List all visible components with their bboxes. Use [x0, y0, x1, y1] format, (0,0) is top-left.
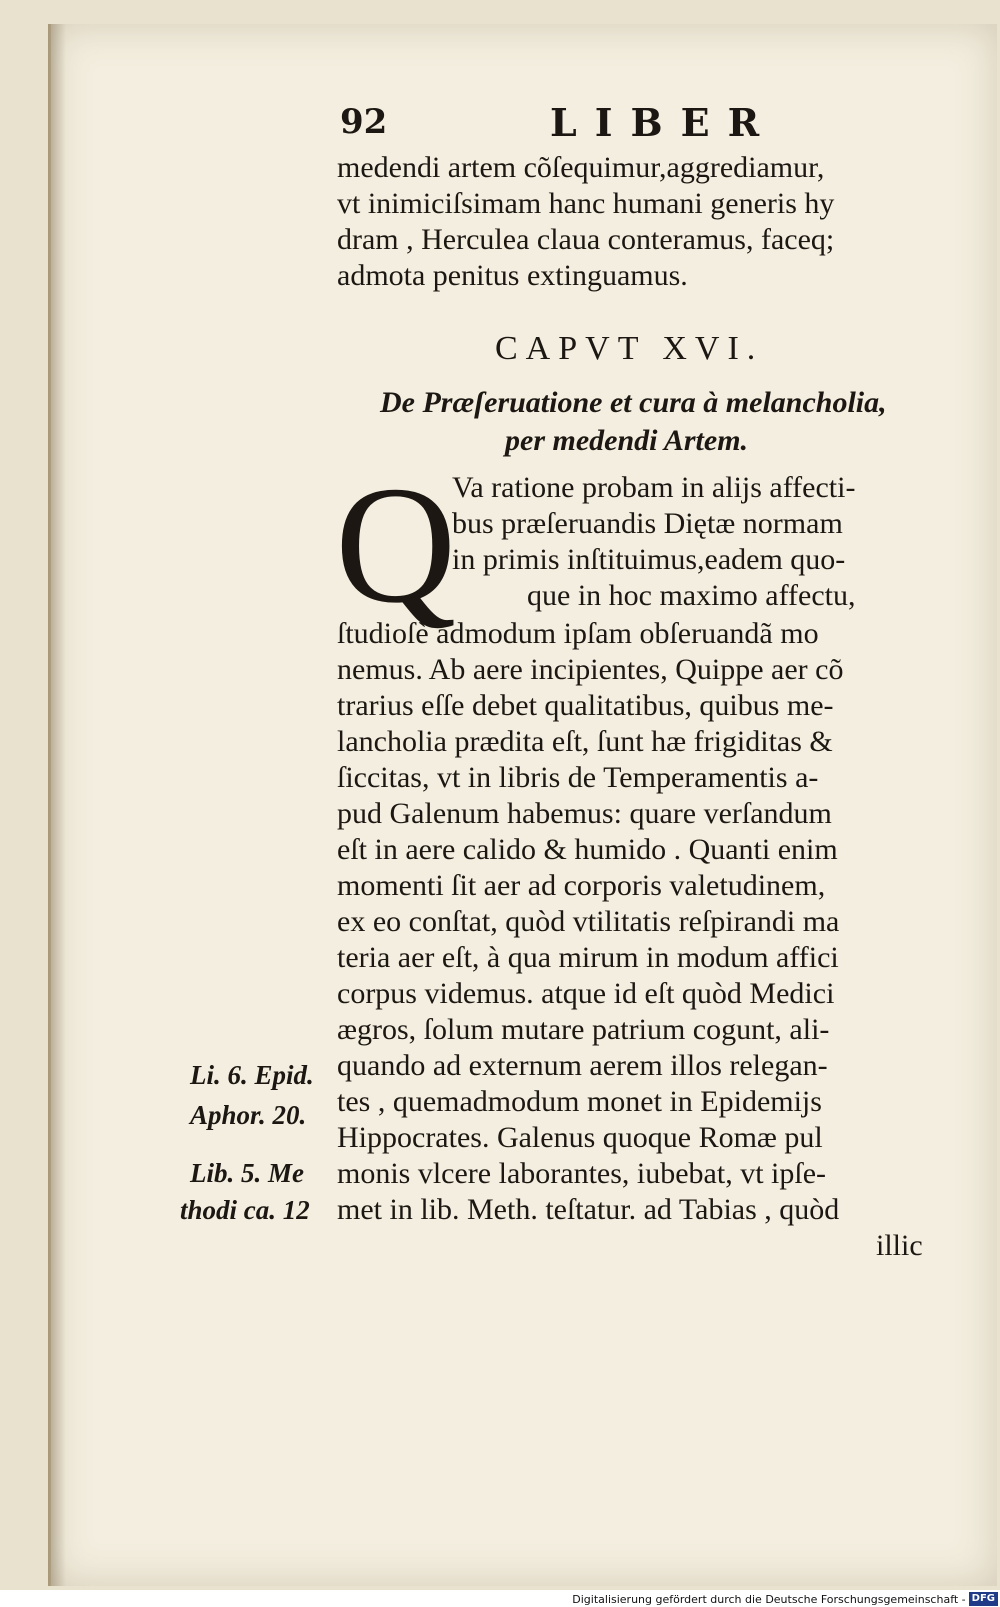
text-line: lancholia prædita eſt, ſunt hæ frigiditas &: [337, 725, 833, 758]
catchword: illic: [876, 1229, 923, 1262]
text-line: in primis inſtituimus,eadem quo-: [452, 543, 846, 576]
text-line: nemus. Ab aere incipientes, Quippe aer cõ: [337, 653, 844, 686]
text-line: momenti ſit aer ad corporis valetudinem,: [337, 869, 826, 902]
chapter-title: CAPVT XVI.: [495, 330, 764, 367]
chapter-subtitle: per medendi Artem.: [505, 424, 749, 457]
marginal-note: Aphor. 20.: [190, 1100, 307, 1130]
text-line: teria aer eſt, à qua mirum in modum affici: [337, 941, 839, 974]
digitization-footer: [560, 1592, 998, 1607]
text-line: medendi artem cõſequimur,aggrediamur,: [337, 151, 825, 184]
text-line: que in hoc maximo affectu,: [527, 579, 856, 612]
text-line: Va ratione probam in alijs affecti-: [452, 471, 856, 504]
text-line: trarius eſſe debet qualitatibus, quibus me-: [337, 689, 834, 722]
text-line: corpus videmus. atque id eſt quòd Medici: [337, 977, 835, 1010]
text-line: met in lib. Meth. teſtatur. ad Tabias , quòd: [337, 1193, 840, 1226]
page-fold-shadow: [48, 24, 66, 1586]
text-line: vt inimiciſsimam hanc humani generis hy: [337, 187, 835, 220]
dfg-logo[interactable]: DFG: [969, 1592, 998, 1606]
marginal-note: Li. 6. Epid.: [190, 1060, 314, 1090]
chapter-subtitle: De Præſeruatione et cura à melancholia,: [380, 386, 887, 419]
text-line: admota penitus extinguamus.: [337, 259, 688, 292]
page-header: [340, 100, 940, 148]
footer-text: Digitalisierung gefördert durch die Deutsche Forschungsgemeinschaft -: [572, 1593, 966, 1606]
text-line: ægros, ſolum mutare patrium cogunt, ali-: [337, 1013, 830, 1046]
text-line: ſtudioſè admodum ipſam obſeruandã mo: [337, 617, 819, 650]
text-line: Hippocrates. Galenus quoque Romæ pul: [337, 1121, 823, 1154]
text-line: monis vlcere laborantes, iubebat, vt ipſe-: [337, 1157, 827, 1190]
text-line: bus præſeruandis Diętæ normam: [452, 507, 843, 540]
marginal-note: thodi ca. 12: [180, 1195, 310, 1225]
text-line: tes , quemadmodum monet in Epidemijs: [337, 1085, 822, 1118]
text-line: ex eo conſtat, quòd vtilitatis reſpirandi ma: [337, 905, 840, 938]
text-line: eſt in aere calido & humido . Quanti enim: [337, 833, 838, 866]
running-head: LIBER: [550, 100, 778, 145]
text-line: quando ad externum aerem illos relegan-: [337, 1049, 828, 1082]
page-number: 92: [340, 102, 388, 142]
text-line: pud Galenum habemus: quare verſandum: [337, 797, 832, 830]
text-line: dram , Herculea claua conteramus, faceq;: [337, 223, 835, 256]
drop-cap-initial: Q: [335, 452, 457, 638]
marginal-note: Lib. 5. Me: [190, 1158, 304, 1188]
text-line: ſiccitas, vt in libris de Temperamentis a-: [337, 761, 819, 794]
